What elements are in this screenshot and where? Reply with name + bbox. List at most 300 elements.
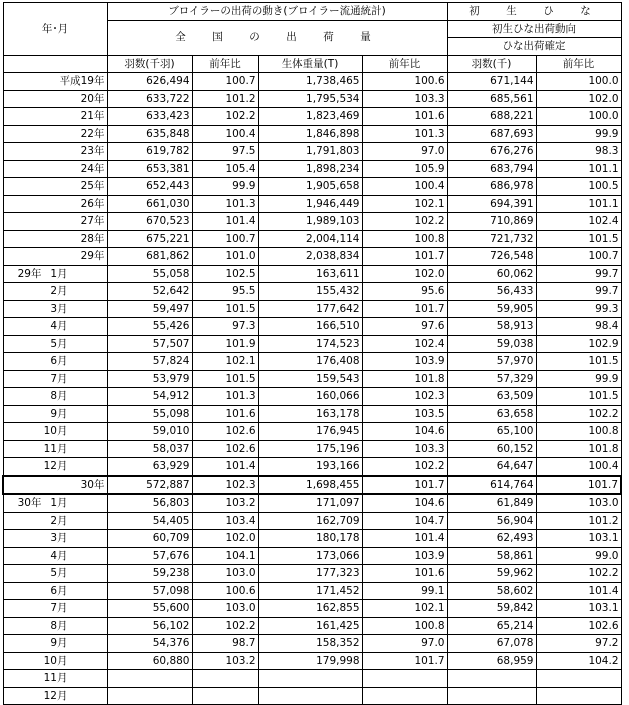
live-weight-yoy-cell: 100.6 xyxy=(362,73,447,91)
live-weight-yoy-cell: 100.4 xyxy=(362,178,447,196)
year-month-cell: 28年 xyxy=(3,230,107,248)
chick-count-yoy-cell: 101.1 xyxy=(536,160,621,178)
chick-count-cell: 65,214 xyxy=(447,617,536,635)
table-row xyxy=(3,423,621,441)
broiler-count-yoy-cell: 102.2 xyxy=(192,617,258,635)
year-month-cell xyxy=(3,353,107,371)
year-month-cell xyxy=(3,600,107,618)
live-weight-yoy-cell: 102.4 xyxy=(362,335,447,353)
chick-count-cell: 61,849 xyxy=(447,494,536,512)
table-row xyxy=(3,405,621,423)
broiler-count-yoy-cell: 101.6 xyxy=(192,405,258,423)
broiler-count-cell: 55,426 xyxy=(107,318,192,336)
month-label: 1月 xyxy=(50,267,68,280)
live-weight-yoy-cell: 102.1 xyxy=(362,600,447,618)
live-weight-cell: 1,905,658 xyxy=(258,178,362,196)
chick-count-cell: 688,221 xyxy=(447,108,536,126)
broiler-count-yoy-cell: 101.5 xyxy=(192,300,258,318)
year-month-cell xyxy=(3,318,107,336)
broiler-count-cell: 55,600 xyxy=(107,600,192,618)
table-row xyxy=(3,652,621,670)
live-weight-cell: 162,709 xyxy=(258,512,362,530)
live-weight-cell: 1,795,534 xyxy=(258,90,362,108)
broiler-count-cell: 57,507 xyxy=(107,335,192,353)
live-weight-cell: 163,611 xyxy=(258,265,362,283)
chick-count-yoy-cell: 100.0 xyxy=(536,108,621,126)
table-body xyxy=(3,73,621,705)
broiler-count-cell: 55,098 xyxy=(107,405,192,423)
broiler-count-yoy-cell: 100.7 xyxy=(192,73,258,91)
broiler-count-cell: 652,443 xyxy=(107,178,192,196)
live-weight-cell: 174,523 xyxy=(258,335,362,353)
table-row xyxy=(3,265,621,283)
chick-count-yoy-cell: 100.4 xyxy=(536,458,621,476)
year-month-cell xyxy=(3,565,107,583)
broiler-count-cell: 619,782 xyxy=(107,143,192,161)
chick-count-yoy-cell: 99.9 xyxy=(536,370,621,388)
year-month-cell xyxy=(3,265,107,283)
broiler-count-yoy-cell: 97.3 xyxy=(192,318,258,336)
chick-count-yoy-cell: 98.3 xyxy=(536,143,621,161)
broiler-count-yoy-cell: 101.2 xyxy=(192,90,258,108)
broiler-count-cell: 60,880 xyxy=(107,652,192,670)
chick-count-yoy-cell: 104.2 xyxy=(536,652,621,670)
chick-count-cell: 685,561 xyxy=(447,90,536,108)
broiler-count-yoy-cell: 101.4 xyxy=(192,213,258,231)
year-month-cell xyxy=(3,370,107,388)
chick-count-yoy-cell: 99.0 xyxy=(536,547,621,565)
broiler-count-cell: 633,722 xyxy=(107,90,192,108)
month-label: 9月 xyxy=(50,637,68,649)
broiler-count-yoy-cell xyxy=(192,670,258,688)
broiler-count-yoy-cell: 101.3 xyxy=(192,195,258,213)
chick-shipment-trend-header: 初生ひな出荷動向 xyxy=(447,20,621,38)
chick-count-yoy-cell xyxy=(536,670,621,688)
broiler-count-yoy-cell: 102.6 xyxy=(192,423,258,441)
month-label: 6月 xyxy=(50,355,68,367)
chick-count-cell: 57,329 xyxy=(447,370,536,388)
broiler-count-yoy-cell: 95.5 xyxy=(192,283,258,301)
live-weight-yoy-cell: 101.8 xyxy=(362,370,447,388)
broiler-count-yoy-cell: 101.0 xyxy=(192,248,258,266)
chick-count-yoy-cell: 101.4 xyxy=(536,582,621,600)
live-weight-cell: 155,432 xyxy=(258,283,362,301)
live-weight-yoy-cell: 101.4 xyxy=(362,530,447,548)
chick-count-yoy-cell: 103.0 xyxy=(536,494,621,512)
broiler-count-yoy-cell: 99.9 xyxy=(192,178,258,196)
year-month-cell xyxy=(3,582,107,600)
year-month-cell: 21年 xyxy=(3,108,107,126)
chick-count-cell: 686,978 xyxy=(447,178,536,196)
year-month-cell xyxy=(3,458,107,476)
table-row xyxy=(3,335,621,353)
live-weight-yoy-cell: 101.7 xyxy=(362,300,447,318)
broiler-count-yoy-cell xyxy=(192,687,258,705)
table-row xyxy=(3,283,621,301)
year-month-cell: 27年 xyxy=(3,213,107,231)
table-row xyxy=(3,300,621,318)
year-month-cell xyxy=(3,388,107,406)
live-weight-yoy-cell: 101.6 xyxy=(362,108,447,126)
table-row xyxy=(3,687,621,705)
year-month-cell: 25年 xyxy=(3,178,107,196)
table-row xyxy=(3,178,621,196)
broiler-count-cell: 633,423 xyxy=(107,108,192,126)
year-month-cell xyxy=(3,405,107,423)
table-row xyxy=(3,230,621,248)
chick-count-yoy-cell: 100.0 xyxy=(536,73,621,91)
broiler-count-cell: 675,221 xyxy=(107,230,192,248)
live-weight-yoy-cell: 95.6 xyxy=(362,283,447,301)
chick-count-yoy-cell xyxy=(536,687,621,705)
chick-count-yoy-cell: 98.4 xyxy=(536,318,621,336)
year-month-cell xyxy=(3,300,107,318)
broiler-count-yoy-cell: 102.1 xyxy=(192,353,258,371)
year-month-cell: 22年 xyxy=(3,125,107,143)
broiler-count-yoy-cell: 102.5 xyxy=(192,265,258,283)
broiler-count-cell: 635,848 xyxy=(107,125,192,143)
chick-count-cell: 614,764 xyxy=(447,476,536,495)
chick-count-cell xyxy=(447,670,536,688)
chick-count-cell: 58,861 xyxy=(447,547,536,565)
chick-count-cell: 56,433 xyxy=(447,283,536,301)
live-weight-cell: 162,855 xyxy=(258,600,362,618)
broiler-count-cell: 55,058 xyxy=(107,265,192,283)
year-label: 30年 xyxy=(17,497,42,509)
month-label: 7月 xyxy=(50,372,68,385)
col-header-live-weight: 生体重量(T) xyxy=(258,55,362,73)
live-weight-cell: 1,898,234 xyxy=(258,160,362,178)
broiler-count-cell: 626,494 xyxy=(107,73,192,91)
broiler-count-yoy-cell: 102.6 xyxy=(192,440,258,458)
broiler-count-cell: 60,709 xyxy=(107,530,192,548)
chick-count-yoy-cell: 97.2 xyxy=(536,635,621,653)
chick-count-cell: 65,100 xyxy=(447,423,536,441)
live-weight-cell: 2,004,114 xyxy=(258,230,362,248)
live-weight-yoy-cell: 100.8 xyxy=(362,230,447,248)
chick-count-cell: 58,913 xyxy=(447,318,536,336)
chick-count-yoy-cell: 102.2 xyxy=(536,565,621,583)
table-row xyxy=(3,248,621,266)
live-weight-yoy-cell: 104.6 xyxy=(362,494,447,512)
month-label: 11月 xyxy=(43,442,68,455)
year-label: 29年 xyxy=(17,267,42,280)
chick-count-yoy-cell: 103.1 xyxy=(536,600,621,618)
chick-count-cell: 59,842 xyxy=(447,600,536,618)
live-weight-cell: 158,352 xyxy=(258,635,362,653)
broiler-count-yoy-cell: 101.3 xyxy=(192,388,258,406)
chick-count-yoy-cell: 100.8 xyxy=(536,423,621,441)
table-row xyxy=(3,565,621,583)
broiler-count-yoy-cell: 101.4 xyxy=(192,458,258,476)
live-weight-cell: 1,846,898 xyxy=(258,125,362,143)
chick-count-cell: 60,062 xyxy=(447,265,536,283)
year-month-cell xyxy=(3,530,107,548)
chick-count-yoy-cell: 101.7 xyxy=(536,476,621,495)
broiler-count-cell: 63,929 xyxy=(107,458,192,476)
live-weight-yoy-cell: 97.0 xyxy=(362,635,447,653)
chick-count-cell: 57,970 xyxy=(447,353,536,371)
year-month-cell xyxy=(3,283,107,301)
year-month-cell xyxy=(3,547,107,565)
live-weight-cell: 166,510 xyxy=(258,318,362,336)
year-month-cell xyxy=(3,440,107,458)
month-label: 4月 xyxy=(50,549,68,562)
broiler-count-cell: 57,676 xyxy=(107,547,192,565)
month-label: 2月 xyxy=(50,285,68,297)
broiler-count-cell: 56,803 xyxy=(107,494,192,512)
chick-count-yoy-cell: 102.9 xyxy=(536,335,621,353)
table-row xyxy=(3,195,621,213)
chick-count-cell: 59,038 xyxy=(447,335,536,353)
year-month-cell: 24年 xyxy=(3,160,107,178)
live-weight-yoy-cell: 105.9 xyxy=(362,160,447,178)
chick-count-yoy-cell: 101.5 xyxy=(536,353,621,371)
broiler-count-cell: 54,376 xyxy=(107,635,192,653)
live-weight-yoy-cell: 102.0 xyxy=(362,265,447,283)
broiler-count-yoy-cell: 103.2 xyxy=(192,652,258,670)
live-weight-yoy-cell: 101.7 xyxy=(362,476,447,495)
month-label: 3月 xyxy=(50,532,68,544)
month-label: 8月 xyxy=(50,619,68,632)
month-label: 12月 xyxy=(43,460,68,472)
month-label: 1月 xyxy=(50,497,68,509)
broiler-count-yoy-cell: 97.5 xyxy=(192,143,258,161)
chick-count-cell: 726,548 xyxy=(447,248,536,266)
chick-count-cell: 63,658 xyxy=(447,405,536,423)
chick-count-cell: 67,078 xyxy=(447,635,536,653)
broiler-count-yoy-cell: 101.5 xyxy=(192,370,258,388)
blank-header-cell xyxy=(3,55,107,73)
year-month-cell: 26年 xyxy=(3,195,107,213)
chick-confirmed-header: ひな出荷確定 xyxy=(447,38,621,56)
month-label: 10月 xyxy=(43,425,68,437)
live-weight-cell: 193,166 xyxy=(258,458,362,476)
table-row xyxy=(3,125,621,143)
year-month-cell xyxy=(3,512,107,530)
broiler-count-yoy-cell: 100.6 xyxy=(192,582,258,600)
month-label: 12月 xyxy=(43,689,68,702)
live-weight-cell: 177,323 xyxy=(258,565,362,583)
broiler-count-cell: 59,238 xyxy=(107,565,192,583)
broiler-count-yoy-cell: 103.2 xyxy=(192,494,258,512)
month-label: 5月 xyxy=(50,567,68,579)
chick-count-cell: 62,493 xyxy=(447,530,536,548)
broiler-count-cell: 572,887 xyxy=(107,476,192,495)
chick-count-cell: 710,869 xyxy=(447,213,536,231)
year-month-cell xyxy=(3,335,107,353)
broiler-count-cell: 59,497 xyxy=(107,300,192,318)
chick-count-yoy-cell: 102.0 xyxy=(536,90,621,108)
month-label: 4月 xyxy=(50,320,68,332)
live-weight-yoy-cell: 97.0 xyxy=(362,143,447,161)
chick-count-yoy-cell: 99.9 xyxy=(536,125,621,143)
live-weight-cell: 175,196 xyxy=(258,440,362,458)
table-row xyxy=(3,388,621,406)
broiler-count-yoy-cell: 100.7 xyxy=(192,230,258,248)
chick-count-yoy-cell: 103.1 xyxy=(536,530,621,548)
live-weight-yoy-cell xyxy=(362,670,447,688)
month-label: 2月 xyxy=(50,514,68,527)
broiler-count-cell: 54,912 xyxy=(107,388,192,406)
col-header-broiler-count-yoy: 前年比 xyxy=(192,55,258,73)
table-row xyxy=(3,635,621,653)
col-header-broiler-count: 羽数(千羽) xyxy=(107,55,192,73)
live-weight-yoy-cell: 101.3 xyxy=(362,125,447,143)
chick-count-cell: 671,144 xyxy=(447,73,536,91)
broiler-count-cell: 57,824 xyxy=(107,353,192,371)
live-weight-yoy-cell: 101.7 xyxy=(362,248,447,266)
chick-count-cell: 59,905 xyxy=(447,300,536,318)
chick-count-cell: 68,959 xyxy=(447,652,536,670)
year-month-cell xyxy=(3,423,107,441)
broiler-count-yoy-cell: 102.2 xyxy=(192,108,258,126)
table-row xyxy=(3,353,621,371)
col-header-live-weight-yoy: 前年比 xyxy=(362,55,447,73)
broiler-count-cell xyxy=(107,670,192,688)
live-weight-cell: 171,097 xyxy=(258,494,362,512)
live-weight-cell: 177,642 xyxy=(258,300,362,318)
live-weight-yoy-cell: 103.9 xyxy=(362,353,447,371)
year-month-cell xyxy=(3,494,107,512)
year-month-cell: 23年 xyxy=(3,143,107,161)
chick-count-cell: 676,276 xyxy=(447,143,536,161)
year-month-cell: 平成19年 xyxy=(3,73,107,91)
month-label: 10月 xyxy=(43,654,68,667)
broiler-count-yoy-cell: 102.0 xyxy=(192,530,258,548)
live-weight-yoy-cell: 103.3 xyxy=(362,90,447,108)
broiler-count-yoy-cell: 100.4 xyxy=(192,125,258,143)
live-weight-cell: 1,791,803 xyxy=(258,143,362,161)
table-row xyxy=(3,617,621,635)
chick-count-yoy-cell: 101.2 xyxy=(536,512,621,530)
table-row xyxy=(3,440,621,458)
broiler-count-yoy-cell: 101.9 xyxy=(192,335,258,353)
month-label: 5月 xyxy=(50,337,68,350)
live-weight-cell: 179,998 xyxy=(258,652,362,670)
live-weight-cell: 1,989,103 xyxy=(258,213,362,231)
year-month-cell: 29年 xyxy=(3,248,107,266)
broiler-count-cell: 56,102 xyxy=(107,617,192,635)
broiler-count-yoy-cell: 105.4 xyxy=(192,160,258,178)
broiler-count-cell: 58,037 xyxy=(107,440,192,458)
live-weight-cell xyxy=(258,670,362,688)
col-header-chick-count: 羽数(千) xyxy=(447,55,536,73)
broiler-count-yoy-cell: 103.0 xyxy=(192,600,258,618)
chick-count-cell: 58,602 xyxy=(447,582,536,600)
chick-count-yoy-cell: 99.3 xyxy=(536,300,621,318)
month-label: 7月 xyxy=(50,602,68,614)
table-row xyxy=(3,160,621,178)
chick-count-yoy-cell: 102.6 xyxy=(536,617,621,635)
broiler-count-yoy-cell: 98.7 xyxy=(192,635,258,653)
year-month-cell xyxy=(3,687,107,705)
table-row xyxy=(3,108,621,126)
table-row xyxy=(3,73,621,91)
chick-count-cell: 56,904 xyxy=(447,512,536,530)
chick-count-yoy-cell: 102.4 xyxy=(536,213,621,231)
live-weight-yoy-cell: 103.3 xyxy=(362,440,447,458)
live-weight-cell: 1,946,449 xyxy=(258,195,362,213)
live-weight-cell: 1,823,469 xyxy=(258,108,362,126)
table-row xyxy=(3,318,621,336)
broiler-count-cell: 57,098 xyxy=(107,582,192,600)
national-shipment-header: 全 国 の 出 荷 量 xyxy=(107,20,447,55)
live-weight-yoy-cell: 97.6 xyxy=(362,318,447,336)
broiler-count-cell xyxy=(107,687,192,705)
broiler-count-cell: 52,642 xyxy=(107,283,192,301)
table-row xyxy=(3,582,621,600)
live-weight-cell: 1,738,465 xyxy=(258,73,362,91)
chick-count-cell: 64,647 xyxy=(447,458,536,476)
table-row xyxy=(3,90,621,108)
month-label: 8月 xyxy=(50,390,68,402)
live-weight-cell: 176,945 xyxy=(258,423,362,441)
broiler-count-yoy-cell: 102.3 xyxy=(192,476,258,495)
year-month-cell: 30年 xyxy=(3,476,107,495)
live-weight-yoy-cell: 101.6 xyxy=(362,565,447,583)
broiler-count-cell: 681,862 xyxy=(107,248,192,266)
live-weight-cell: 159,543 xyxy=(258,370,362,388)
chick-count-yoy-cell: 101.1 xyxy=(536,195,621,213)
broiler-count-yoy-cell: 103.4 xyxy=(192,512,258,530)
live-weight-cell: 160,066 xyxy=(258,388,362,406)
year-month-cell xyxy=(3,670,107,688)
chick-count-cell xyxy=(447,687,536,705)
live-weight-yoy-cell: 102.1 xyxy=(362,195,447,213)
table-row xyxy=(3,370,621,388)
table-row xyxy=(3,530,621,548)
table-row xyxy=(3,476,621,495)
live-weight-yoy-cell: 104.7 xyxy=(362,512,447,530)
live-weight-yoy-cell: 104.6 xyxy=(362,423,447,441)
live-weight-yoy-cell: 103.9 xyxy=(362,547,447,565)
table-row xyxy=(3,600,621,618)
live-weight-cell: 1,698,455 xyxy=(258,476,362,495)
chick-count-yoy-cell: 101.5 xyxy=(536,388,621,406)
year-month-cell xyxy=(3,617,107,635)
chick-count-cell: 59,962 xyxy=(447,565,536,583)
month-label: 3月 xyxy=(50,302,68,315)
broiler-count-cell: 53,979 xyxy=(107,370,192,388)
col-header-chick-count-yoy: 前年比 xyxy=(536,55,621,73)
chick-count-yoy-cell: 101.5 xyxy=(536,230,621,248)
live-weight-cell: 2,038,834 xyxy=(258,248,362,266)
live-weight-yoy-cell: 102.2 xyxy=(362,213,447,231)
broiler-count-cell: 661,030 xyxy=(107,195,192,213)
chick-count-cell: 60,152 xyxy=(447,440,536,458)
chick-count-cell: 63,509 xyxy=(447,388,536,406)
month-label: 9月 xyxy=(50,407,68,420)
chick-count-cell: 687,693 xyxy=(447,125,536,143)
year-month-cell xyxy=(3,652,107,670)
broiler-count-cell: 54,405 xyxy=(107,512,192,530)
year-month-cell xyxy=(3,635,107,653)
chick-count-cell: 694,391 xyxy=(447,195,536,213)
live-weight-yoy-cell: 101.7 xyxy=(362,652,447,670)
live-weight-cell: 161,425 xyxy=(258,617,362,635)
table-row xyxy=(3,213,621,231)
live-weight-cell xyxy=(258,687,362,705)
live-weight-yoy-cell: 103.5 xyxy=(362,405,447,423)
chick-count-yoy-cell: 100.7 xyxy=(536,248,621,266)
year-month-header: 年･月 xyxy=(3,3,107,56)
broiler-count-yoy-cell: 103.0 xyxy=(192,565,258,583)
broiler-title: ブロイラーの出荷の動き(ブロイラー流通統計) xyxy=(107,3,447,21)
month-label: 11月 xyxy=(43,672,68,684)
live-weight-yoy-cell: 102.2 xyxy=(362,458,447,476)
live-weight-cell: 176,408 xyxy=(258,353,362,371)
